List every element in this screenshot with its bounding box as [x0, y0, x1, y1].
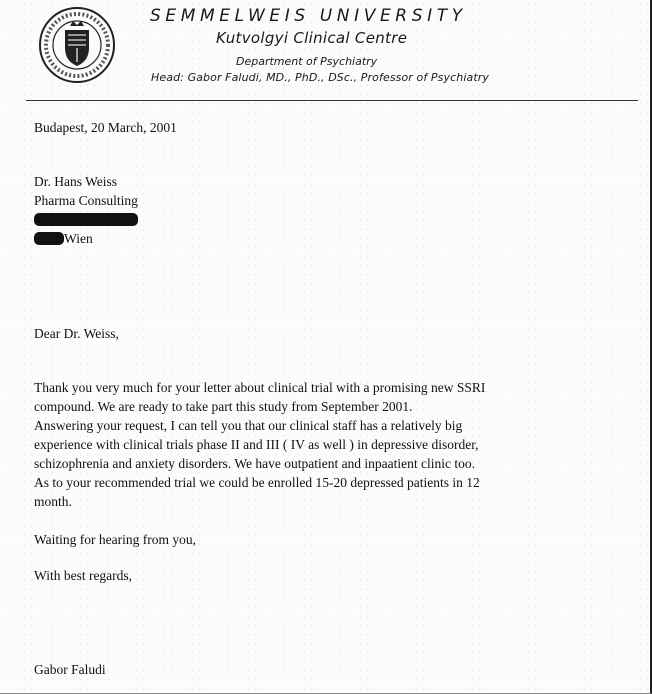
body-line: experience with clinical trials phase II and III ( IV as well ) in depressive disorder,: [34, 437, 479, 452]
body-line: schizophrenia and anxiety disorders. We have outpatient and inpaatient clinic too.: [34, 456, 476, 471]
salutation: Dear Dr. Weiss,: [34, 326, 119, 341]
redaction-bar: [34, 232, 64, 245]
clinical-centre-name: Kutvolgyi Clinical Centre: [216, 29, 408, 47]
date-line: Budapest, 20 March, 2001: [34, 120, 177, 135]
recipient-street: [34, 210, 138, 229]
body-line: As to your recommended trial we could be enrolled 15-20 depressed patients in 12: [34, 475, 480, 490]
body-line: Thank you very much for your letter about clinical trial with a promising new SSRI: [34, 380, 486, 395]
department-name: Department of Psychiatry: [236, 55, 378, 68]
letterhead-divider: [26, 100, 638, 101]
university-seal-icon: [28, 4, 126, 86]
body-line: month.: [34, 494, 72, 509]
recipient-city: Wien: [64, 231, 93, 246]
university-name: SEMMELWEIS UNIVERSITY: [150, 6, 467, 26]
department-head: Head: Gabor Faludi, MD., PhD., DSc., Professor of Psychiatry: [151, 71, 489, 84]
redaction-bar: [34, 213, 138, 226]
recipient-city-line: [34, 229, 93, 248]
waiting-line: Waiting for hearing from you,: [34, 532, 196, 547]
body-line: Answering your request, I can tell you that our clinical staff has a relatively big: [34, 418, 463, 433]
letterhead: [0, 0, 652, 100]
signature-name: Gabor Faludi: [34, 662, 106, 677]
recipient-company: Pharma Consulting: [34, 193, 138, 208]
recipient-name: Dr. Hans Weiss: [34, 174, 118, 189]
closing-line: With best regards,: [34, 568, 133, 583]
body-line: compound. We are ready to take part this study from September 2001.: [34, 399, 413, 414]
